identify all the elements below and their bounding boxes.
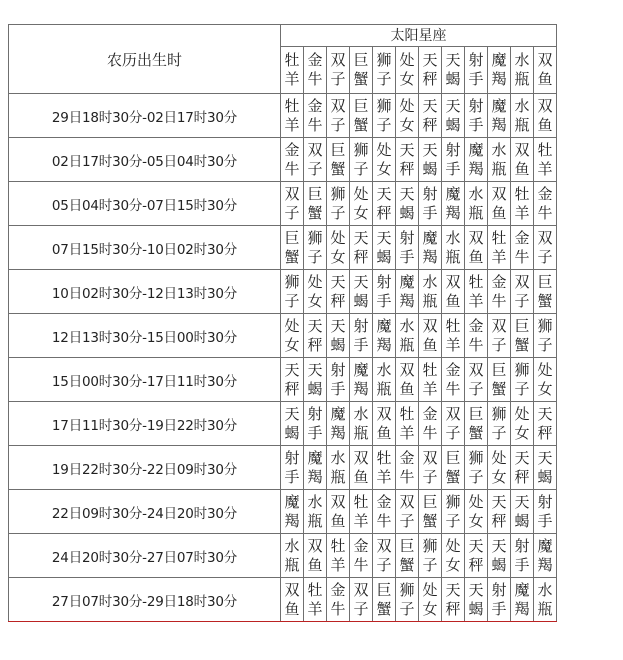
sign-cell: 魔 羯 [327,402,350,446]
sign-cell: 双 子 [281,182,304,226]
sign-cell: 天 蝎 [327,314,350,358]
sign-cell: 天 蝎 [281,402,304,446]
period-cell: 22日09时30分-24日20时30分 [9,490,281,534]
sign-cell: 水 瓶 [419,270,442,314]
sign-cell: 巨 蟹 [419,490,442,534]
period-cell: 17日11时30分-19日22时30分 [9,402,281,446]
sign-cell: 金 牛 [534,182,557,226]
period-cell: 12日13时30分-15日00时30分 [9,314,281,358]
sign-cell: 双 鱼 [511,138,534,182]
sign-cell: 水 瓶 [281,534,304,578]
table-row [9,490,557,534]
sign-cell: 金 牛 [373,490,396,534]
sign-cell: 魔 羯 [281,490,304,534]
sign-cell: 双 子 [373,534,396,578]
sign-cell: 魔 羯 [304,446,327,490]
sign-header-cell: 牡 羊 [281,46,304,93]
sign-cell: 金 牛 [350,534,373,578]
sign-cell: 巨 蟹 [465,402,488,446]
sign-header-cell: 狮 子 [373,46,396,93]
sign-cell: 魔 羯 [511,578,534,622]
sign-cell: 金 牛 [396,446,419,490]
table-body [9,94,557,622]
sign-cell: 双 子 [350,578,373,622]
sign-cell: 双 鱼 [488,182,511,226]
sign-cell: 巨 蟹 [281,226,304,270]
sign-cell: 牡 羊 [350,490,373,534]
sign-cell: 处 女 [304,270,327,314]
sign-cell: 天 秤 [534,402,557,446]
sign-header-cell: 处 女 [396,46,419,93]
sign-cell: 巨 蟹 [511,314,534,358]
zodiac-table [8,24,557,622]
sign-cell: 天 蝎 [511,490,534,534]
sign-cell: 牡 羊 [304,578,327,622]
sign-cell: 双 鱼 [465,226,488,270]
sign-cell: 射 手 [350,314,373,358]
sign-cell: 射 手 [281,446,304,490]
sign-cell: 巨 蟹 [373,578,396,622]
sign-header-cell: 魔 羯 [488,46,511,93]
sign-cell: 双 鱼 [304,534,327,578]
sign-cell: 天 秤 [419,94,442,138]
sign-header-cell: 双 子 [327,46,350,93]
sign-cell: 处 女 [511,402,534,446]
period-cell: 24日20时30分-27日07时30分 [9,534,281,578]
sign-cell: 水 瓶 [534,578,557,622]
sign-cell: 处 女 [350,182,373,226]
sign-header-cell: 射 手 [465,46,488,93]
sign-cell: 狮 子 [534,314,557,358]
sign-cell: 狮 子 [350,138,373,182]
sign-cell: 牡 羊 [534,138,557,182]
sign-cell: 天 秤 [281,358,304,402]
table-row [9,314,557,358]
period-cell: 05日04时30分-07日15时30分 [9,182,281,226]
sign-cell: 双 子 [327,94,350,138]
sign-cell: 天 秤 [465,534,488,578]
period-cell: 10日02时30分-12日13时30分 [9,270,281,314]
sign-cell: 狮 子 [419,534,442,578]
sign-cell: 天 秤 [304,314,327,358]
sign-cell: 双 鱼 [373,402,396,446]
sign-header-cell: 天 蝎 [442,46,465,93]
header-row-top [9,25,557,47]
table-row [9,534,557,578]
sign-cell: 狮 子 [511,358,534,402]
sign-cell: 狮 子 [327,182,350,226]
sign-cell: 魔 羯 [442,182,465,226]
sign-cell: 狮 子 [465,446,488,490]
sign-cell: 狮 子 [281,270,304,314]
sign-cell: 射 手 [442,138,465,182]
sign-cell: 天 秤 [396,138,419,182]
sign-cell: 天 蝎 [442,94,465,138]
sign-cell: 牡 羊 [465,270,488,314]
sign-cell: 金 牛 [488,270,511,314]
sign-cell: 天 蝎 [465,578,488,622]
sign-cell: 射 手 [488,578,511,622]
sign-cell: 水 瓶 [465,182,488,226]
sign-cell: 射 手 [327,358,350,402]
sign-cell: 魔 羯 [465,138,488,182]
sun-sign-header: 太阳星座 [281,25,557,47]
sign-cell: 天 蝎 [419,138,442,182]
sign-cell: 天 秤 [327,270,350,314]
sign-cell: 天 秤 [350,226,373,270]
sign-cell: 处 女 [419,578,442,622]
sign-cell: 双 鱼 [442,270,465,314]
sign-cell: 牡 羊 [373,446,396,490]
sign-cell: 双 鱼 [396,358,419,402]
sign-cell: 射 手 [534,490,557,534]
sign-cell: 处 女 [281,314,304,358]
sign-cell: 天 蝎 [534,446,557,490]
sign-cell: 魔 羯 [350,358,373,402]
sign-cell: 天 蝎 [350,270,373,314]
sign-cell: 射 手 [511,534,534,578]
period-cell: 07日15时30分-10日02时30分 [9,226,281,270]
sign-cell: 金 牛 [281,138,304,182]
sign-cell: 水 瓶 [350,402,373,446]
sign-cell: 双 鱼 [419,314,442,358]
sign-cell: 射 手 [373,270,396,314]
table-row [9,138,557,182]
period-cell: 27日07时30分-29日18时30分 [9,578,281,622]
sign-cell: 双 鱼 [327,490,350,534]
sign-header-cell: 双 鱼 [534,46,557,93]
sign-cell: 巨 蟹 [488,358,511,402]
period-cell: 15日00时30分-17日11时30分 [9,358,281,402]
table-wrapper [8,24,557,622]
sign-cell: 金 牛 [442,358,465,402]
sign-header-cell: 水 瓶 [511,46,534,93]
sign-cell: 牡 羊 [396,402,419,446]
sign-cell: 双 子 [488,314,511,358]
sign-cell: 狮 子 [373,94,396,138]
sign-cell: 魔 羯 [488,94,511,138]
sign-cell: 双 子 [304,138,327,182]
sign-cell: 金 牛 [419,402,442,446]
table-row [9,94,557,138]
table-row [9,270,557,314]
sign-cell: 狮 子 [304,226,327,270]
sign-cell: 天 蝎 [304,358,327,402]
sign-cell: 牡 羊 [281,94,304,138]
sign-cell: 天 蝎 [396,182,419,226]
sign-cell: 水 瓶 [373,358,396,402]
sign-cell: 水 瓶 [396,314,419,358]
sign-cell: 牡 羊 [442,314,465,358]
sign-cell: 射 手 [304,402,327,446]
sign-cell: 双 子 [534,226,557,270]
sign-cell: 双 鱼 [350,446,373,490]
table-row [9,182,557,226]
sign-cell: 魔 羯 [534,534,557,578]
sign-cell: 处 女 [465,490,488,534]
sign-cell: 双 子 [465,358,488,402]
sign-cell: 天 秤 [373,182,396,226]
sign-cell: 水 瓶 [304,490,327,534]
sign-cell: 天 秤 [511,446,534,490]
table-row [9,446,557,490]
period-cell: 29日18时30分-02日17时30分 [9,94,281,138]
sign-cell: 双 子 [442,402,465,446]
sign-cell: 金 牛 [465,314,488,358]
sign-cell: 巨 蟹 [350,94,373,138]
sign-cell: 水 瓶 [488,138,511,182]
sign-cell: 天 蝎 [488,534,511,578]
table-row [9,578,557,622]
sign-cell: 射 手 [465,94,488,138]
sign-cell: 双 子 [419,446,442,490]
sign-cell: 巨 蟹 [442,446,465,490]
sign-cell: 双 鱼 [534,94,557,138]
sign-cell: 处 女 [534,358,557,402]
sign-cell: 金 牛 [511,226,534,270]
period-cell: 02日17时30分-05日04时30分 [9,138,281,182]
sign-header-cell: 天 秤 [419,46,442,93]
sign-cell: 牡 羊 [419,358,442,402]
sign-cell: 处 女 [488,446,511,490]
sign-cell: 双 子 [396,490,419,534]
sign-cell: 天 蝎 [373,226,396,270]
sign-cell: 魔 羯 [373,314,396,358]
sign-cell: 天 秤 [442,578,465,622]
sign-cell: 狮 子 [442,490,465,534]
sign-cell: 狮 子 [488,402,511,446]
sign-cell: 巨 蟹 [396,534,419,578]
birth-time-header: 农历出生时 [9,25,281,94]
sign-cell: 巨 蟹 [327,138,350,182]
sign-cell: 魔 羯 [419,226,442,270]
sign-cell: 牡 羊 [488,226,511,270]
sign-cell: 处 女 [373,138,396,182]
sign-cell: 水 瓶 [442,226,465,270]
table-row [9,226,557,270]
sign-cell: 魔 羯 [396,270,419,314]
sign-cell: 处 女 [396,94,419,138]
sign-cell: 水 瓶 [327,446,350,490]
table-row [9,402,557,446]
sign-cell: 双 子 [511,270,534,314]
sign-cell: 金 牛 [327,578,350,622]
sign-cell: 处 女 [442,534,465,578]
sign-cell: 水 瓶 [511,94,534,138]
sign-cell: 射 手 [419,182,442,226]
sign-cell: 金 牛 [304,94,327,138]
sign-cell: 巨 蟹 [304,182,327,226]
sign-cell: 双 鱼 [281,578,304,622]
sign-cell: 射 手 [396,226,419,270]
sign-cell: 牡 羊 [511,182,534,226]
sign-cell: 处 女 [327,226,350,270]
sign-cell: 牡 羊 [327,534,350,578]
sign-cell: 天 秤 [488,490,511,534]
sign-header-cell: 巨 蟹 [350,46,373,93]
period-cell: 19日22时30分-22日09时30分 [9,446,281,490]
table-row [9,358,557,402]
sign-cell: 狮 子 [396,578,419,622]
sign-header-cell: 金 牛 [304,46,327,93]
sign-cell: 巨 蟹 [534,270,557,314]
